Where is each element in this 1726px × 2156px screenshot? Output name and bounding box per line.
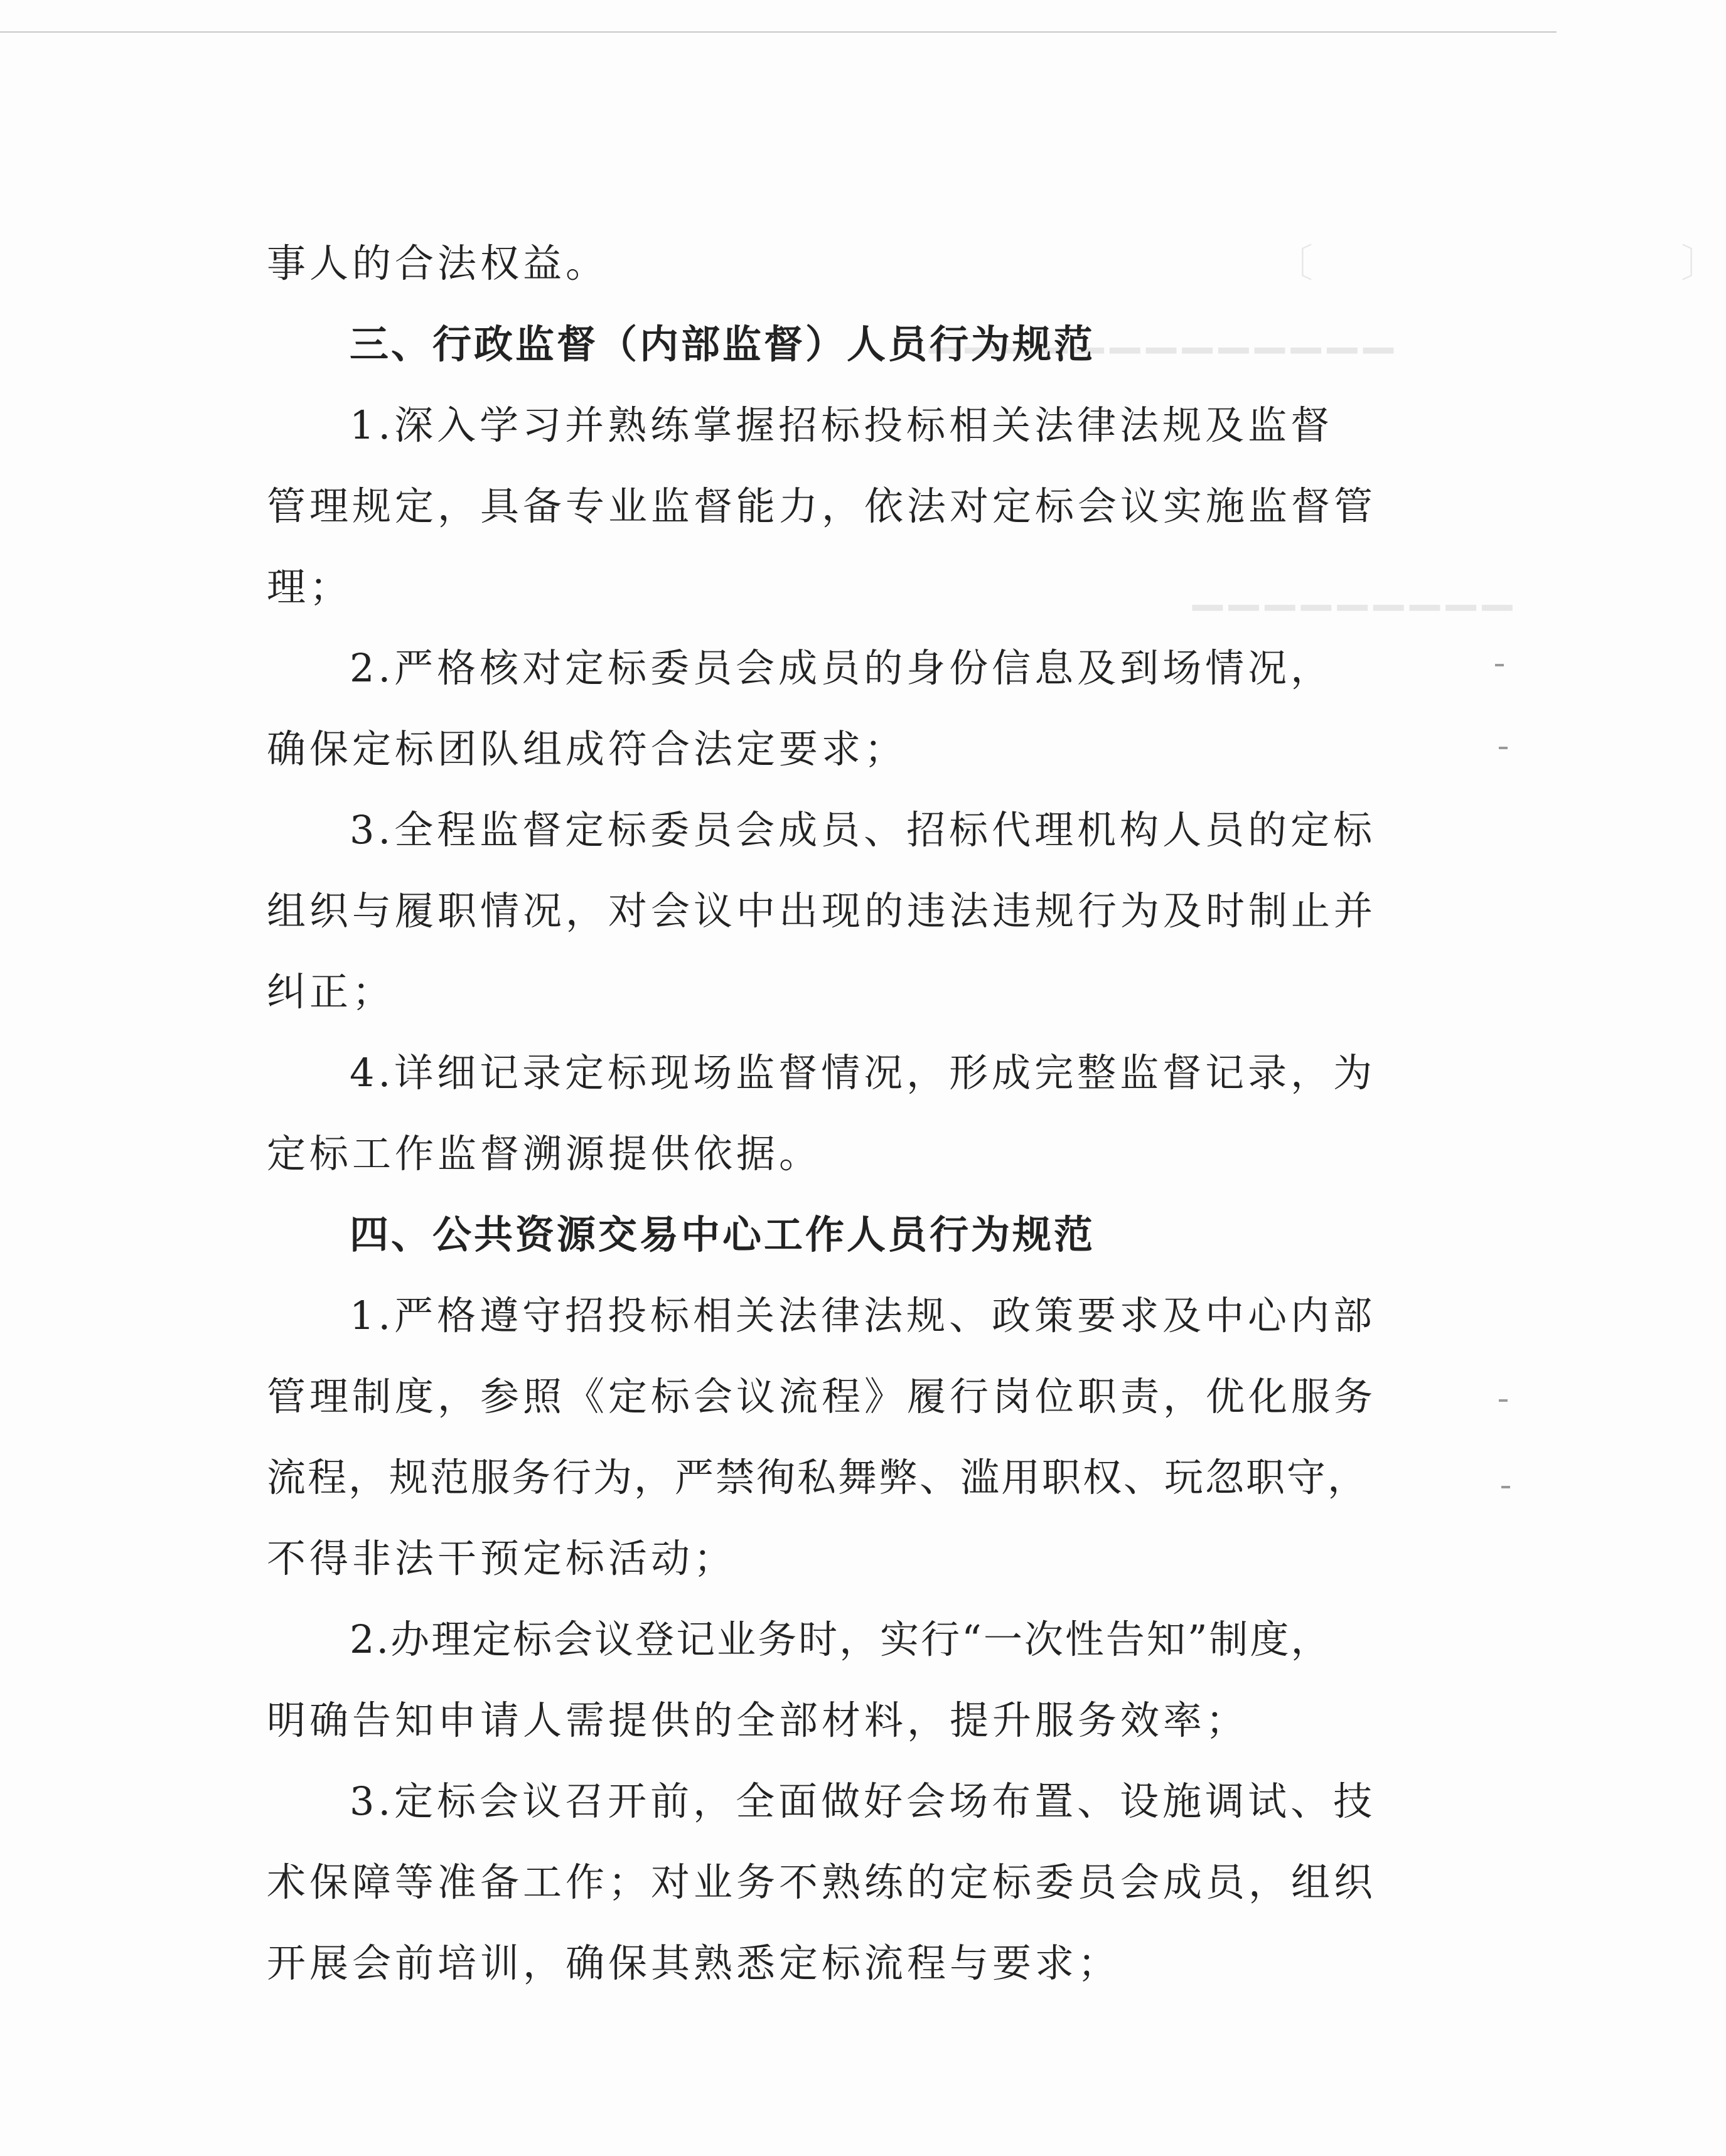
paragraph-line: 确保定标团队组成符合法定要求； (267, 726, 908, 772)
paragraph-line: 定标工作监督溯源提供依据。 (267, 1131, 822, 1177)
paragraph-line: 3.定标会议召开前，全面做好会场布置、设施调试、技 (350, 1778, 1376, 1824)
paragraph-line: 1.深入学习并熟练掌握招标投标相关法律法规及监督 (350, 402, 1334, 448)
paragraph-line: 明确告知申请人需提供的全部材料，提升服务效率； (267, 1697, 1249, 1743)
paragraph-line: 术保障等准备工作；对业务不熟练的定标委员会成员，组织 (267, 1859, 1377, 1905)
paragraph-line: 3.全程监督定标委员会成员、招标代理机构人员的定标 (350, 807, 1376, 853)
bleed-through-text: 〔 〕 (1274, 240, 1726, 286)
bleed-through-text: ▁▁▁▁▁▁▁▁▁▁▁▁▁ (929, 307, 1400, 353)
paragraph-line: 事人的合法权益。 (267, 240, 609, 286)
section-heading-four: 四、公共资源交易中心工作人员行为规范 (350, 1212, 1096, 1257)
bleed-through-text: ▁▁▁▁▁▁▁▁▁ (1193, 565, 1519, 611)
paragraph-line: 流程，规范服务行为，严禁徇私舞弊、滥用职权、玩忽职守， (267, 1454, 1369, 1500)
paragraph-line: 开展会前培训，确保其熟悉定标流程与要求； (267, 1940, 1121, 1986)
paragraph-line: 2.办理定标会议登记业务时，实行“一次性告知”制度， (350, 1616, 1332, 1662)
top-border-line (0, 31, 1557, 33)
scan-mark (1499, 747, 1508, 749)
paragraph-line: 组织与履职情况，对会议中出现的违法违规行为及时制止并 (267, 888, 1377, 934)
paragraph-line: 管理规定，具备专业监督能力，依法对定标会议实施监督管 (267, 483, 1377, 529)
scan-mark (1501, 1486, 1510, 1488)
paragraph-line: 理； (267, 564, 353, 610)
paragraph-line: 1.严格遵守招投标相关法律法规、政策要求及中心内部 (350, 1293, 1376, 1338)
paragraph-line: 不得非法干预定标活动； (267, 1535, 737, 1581)
paragraph-line: 管理制度，参照《定标会议流程》履行岗位职责，优化服务 (267, 1374, 1377, 1419)
document-body (267, 223, 1377, 2004)
paragraph-line: 纠正； (267, 969, 395, 1015)
scan-mark (1495, 664, 1504, 666)
scan-mark (1499, 1399, 1508, 1402)
section-heading-three: 三、行政监督（内部监督）人员行为规范 (350, 321, 1096, 367)
paragraph-line: 4.详细记录定标现场监督情况，形成完整监督记录，为 (350, 1050, 1376, 1096)
paragraph-line: 2.严格核对定标委员会成员的身份信息及到场情况， (350, 645, 1334, 691)
